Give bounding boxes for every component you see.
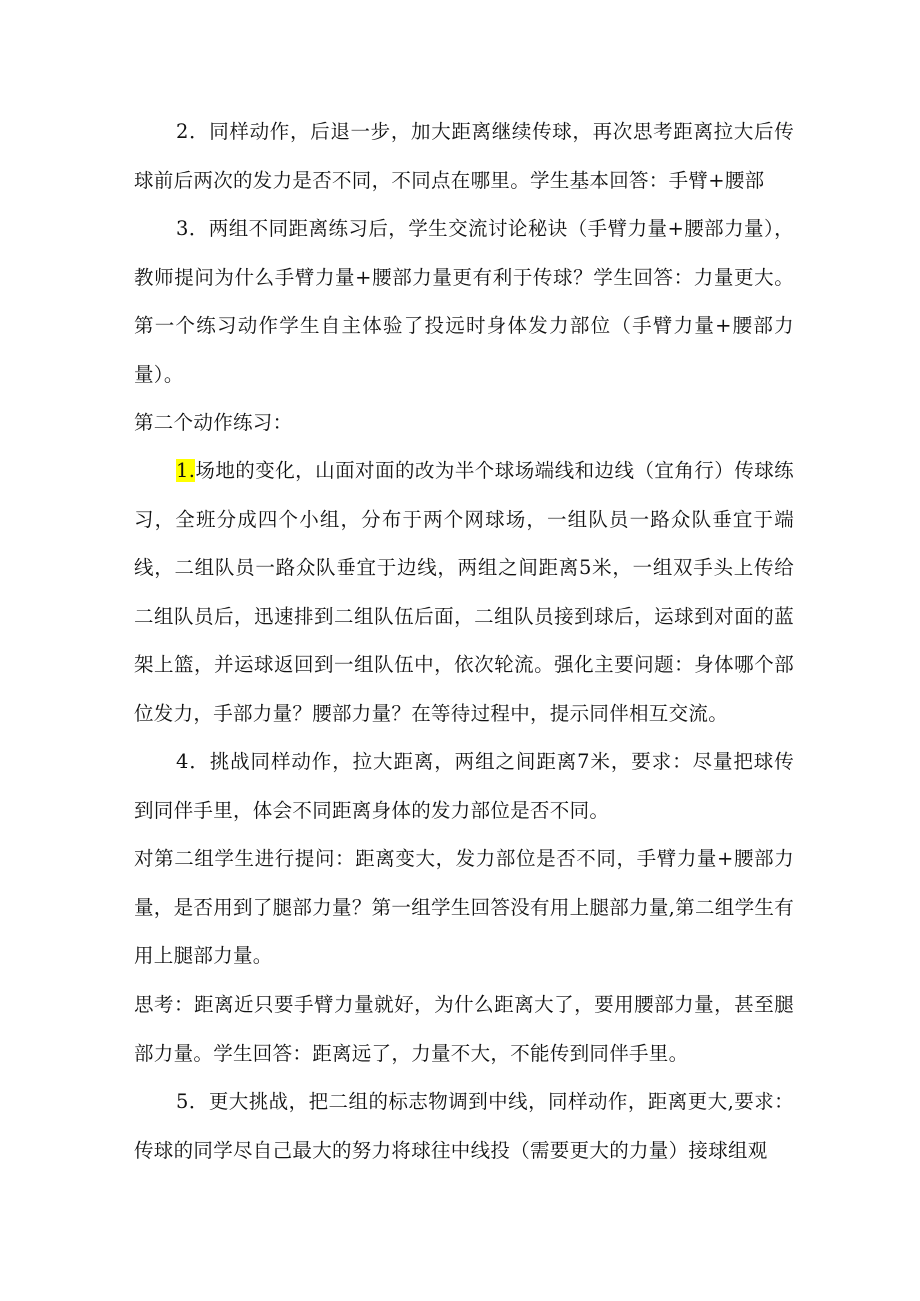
paragraph-step-4: [134, 738, 794, 835]
paragraph-question-group-2: [134, 835, 794, 981]
heading-text: 第二个动作练习：: [134, 411, 293, 434]
paragraph-text: 对第二组学生进行提问：距离变大，发力部位是否不同，手臂力量+腰部力量，是否用到了腿部力量？第一组学生回答没有用上腿部力量,第二组学生有用上腿部力量。: [134, 847, 794, 967]
paragraph-item-1: [134, 447, 794, 738]
paragraph-text: 3．两组不同距离练习后，学生交流讨论秘诀（手臂力量+腰部力量），教师提问为什么手臂力量+腰部力量更有利于传球？学生回答：力量更大。第一个练习动作学生自主体验了投远时身体发力部位（手臂力量+腰部力量）。: [134, 217, 794, 386]
paragraph-step-3: [134, 205, 794, 399]
paragraph-step-2: [134, 108, 794, 205]
paragraph-text: 5．更大挑战，把二组的标志物调到中线，同样动作，距离更大,要求：传球的同学尽自己最大的努力将球往中线投（需要更大的力量）接球组观: [134, 1090, 794, 1162]
section-heading-second-exercise: [134, 399, 794, 448]
paragraph-reflection: [134, 981, 794, 1078]
paragraph-text: 4．挑战同样动作，拉大距离，两组之间距离7米，要求：尽量把球传到同伴手里，体会不同距离身体的发力部位是否不同。: [134, 750, 794, 822]
paragraph-text: 思考：距离近只要手臂力量就好，为什么距离大了，要用腰部力量，甚至腿部力量。学生回答：距离远了，力量不大，不能传到同伴手里。: [134, 993, 794, 1065]
highlighted-list-marker: 1.: [176, 459, 196, 482]
paragraph-step-5: [134, 1078, 794, 1175]
paragraph-text: 2．同样动作，后退一步，加大距离继续传球，再次思考距离拉大后传球前后两次的发力是否不同，不同点在哪里。学生基本回答：手臂+腰部: [134, 120, 794, 192]
paragraph-text: 场地的变化，山面对面的改为半个球场端线和边线（宜角行）传球练习，全班分成四个小组，分布于两个网球场，一组队员一路众队垂宜于端线，二组队员一路众队垂宜于边线，两组之间距离5米，一组双手头上传给二组队员后，迅速排到二组队伍后面，二组队员接到球后，运球到对面的蓝架上篮，并运球返回到一组队伍中，依次轮流。强化主要问题：身体哪个部位发力，手部力量？腰部力量？在等待过程中，提示同伴相互交流。: [134, 459, 794, 725]
